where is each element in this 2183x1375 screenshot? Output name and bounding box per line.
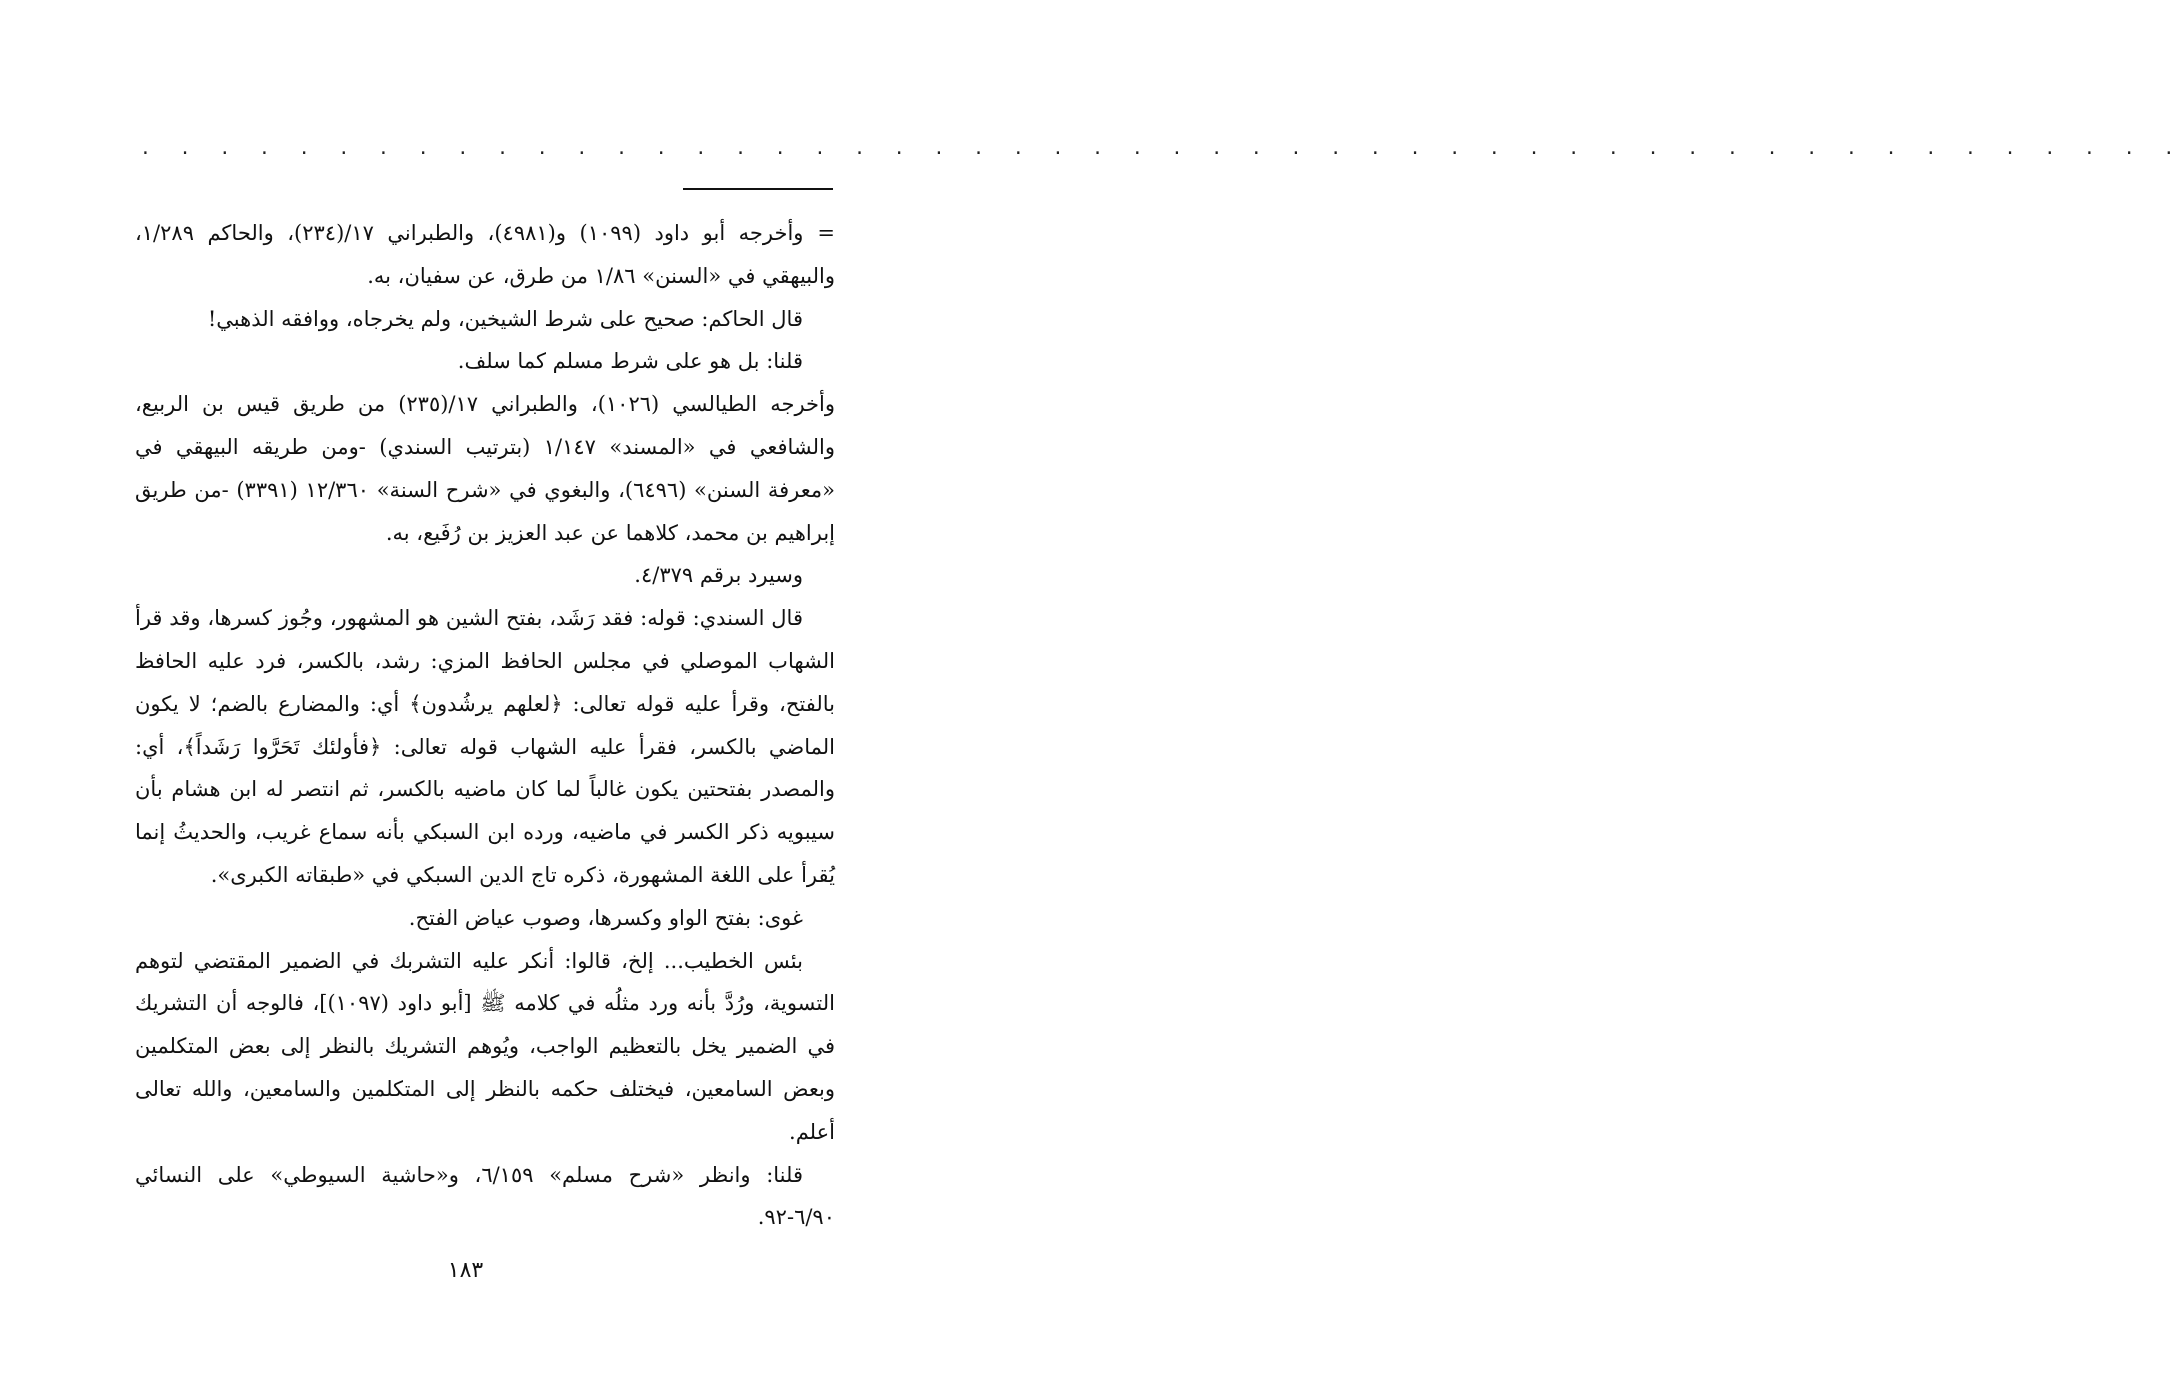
separator-dots: . . . . . . . . . . . . . . . . . . . . . . . . . . . . . . . . . . . . . . . . . . . . . . . . . . . . [140, 138, 2183, 159]
footnote-text [135, 212, 835, 1239]
page-number: ١٨٣ [447, 1258, 484, 1283]
paragraph-text: وسيرد برقم ٤/٣٧٩. [634, 563, 803, 588]
paragraph-text: قال الحاكم: صحيح على شرط الشيخين، ولم يخرجاه، ووافقه الذهبي! [207, 306, 803, 331]
paragraph-text: قلنا: بل هو على شرط مسلم كما سلف. [457, 349, 803, 374]
footnote-rule [683, 188, 833, 190]
paragraph-text: بئس الخطيب... إلخ، قالوا: أنكر عليه التشربك في الضمير المقتضي لتوهم التسوية، ورُدَّ بأنه ورد مثلُه في كلامه ﷺ [أبو داود (١٠٩٧)]، فالوجه أن التشريك في الضمير يخل بالتعظيم الواجب، ويُوهم التشريك بالنظر إلى بعض المتكلمين وبعض السامعين، فيختلف حكمه بالنظر إلى المتكلمين والسامعين، والله تعالى أعلم. [135, 948, 835, 1144]
footnote-paragraph-7 [135, 897, 835, 940]
continuation-mark: = [817, 221, 836, 245]
footnote-paragraph-4 [135, 383, 835, 554]
paragraph-text: قلنا: وانظر «شرح مسلم» ٦/١٥٩، و«حاشية السيوطي» على النسائي ٦/٩٠-٩٢. [135, 1162, 835, 1230]
footnote-paragraph-6 [135, 597, 835, 897]
paragraph-text: قال السندي: قوله: فقد رَشَد، بفتح الشين هو المشهور، وجُوز كسرها، وقد قرأ الشهاب الموصلي في مجلس الحافظ المزي: رشد، بالكسر، فرد عليه الحافظ بالفتح، وقرأ عليه قوله تعالى: ﴿لعلهم يرشُدون﴾ أي: والمضارع بالضم؛ لا يكون الماضي بالكسر، فقرأ عليه الشهاب قوله تعالى: ﴿فأولئك تَحَرَّوا رَشَداً﴾، أي: والمصدر بفتحتين يكون غالباً لما كان ماضيه بالكسر، ثم انتصر له ابن هشام بأن سيبويه ذكر الكسر في ماضيه، ورده ابن السبكي بأنه سماع غريب، والحديثُ إنما يُقرأ على اللغة المشهورة، ذكره تاج الدين السبكي في «طبقاته الكبرى». [135, 606, 835, 887]
footnote-paragraph-2 [135, 298, 835, 341]
footnote-paragraph-9 [135, 1154, 835, 1240]
paragraph-text: وأخرجه أبو داود (١٠٩٩) و(٤٩٨١)، والطبراني ١٧/(٢٣٤)، والحاكم ١/٢٨٩، والبيهقي في «السنن» ١/٨٦ من طرق، عن سفيان، به. [135, 221, 835, 288]
paragraph-text: وأخرجه الطيالسي (١٠٢٦)، والطبراني ١٧/(٢٣٥) من طريق قيس بن الربيع، والشافعي في «المسند» ١/١٤٧ (بترتيب السندي) -ومن طريقه البيهقي في «معرفة السنن» (٦٤٩٦)، والبغوي في «شرح السنة» ١٢/٣٦٠ (٣٣٩١) -من طريق إبراهيم بن محمد، كلاهما عن عبد العزيز بن رُفَيع، به. [135, 392, 835, 545]
footnote-paragraph-5 [135, 554, 835, 597]
paragraph-text: غوى: بفتح الواو وكسرها، وصوب عياض الفتح. [408, 905, 803, 930]
footnote-paragraph-8 [135, 940, 835, 1154]
footnote-paragraph-1 [135, 212, 835, 298]
footnote-paragraph-3 [135, 340, 835, 383]
